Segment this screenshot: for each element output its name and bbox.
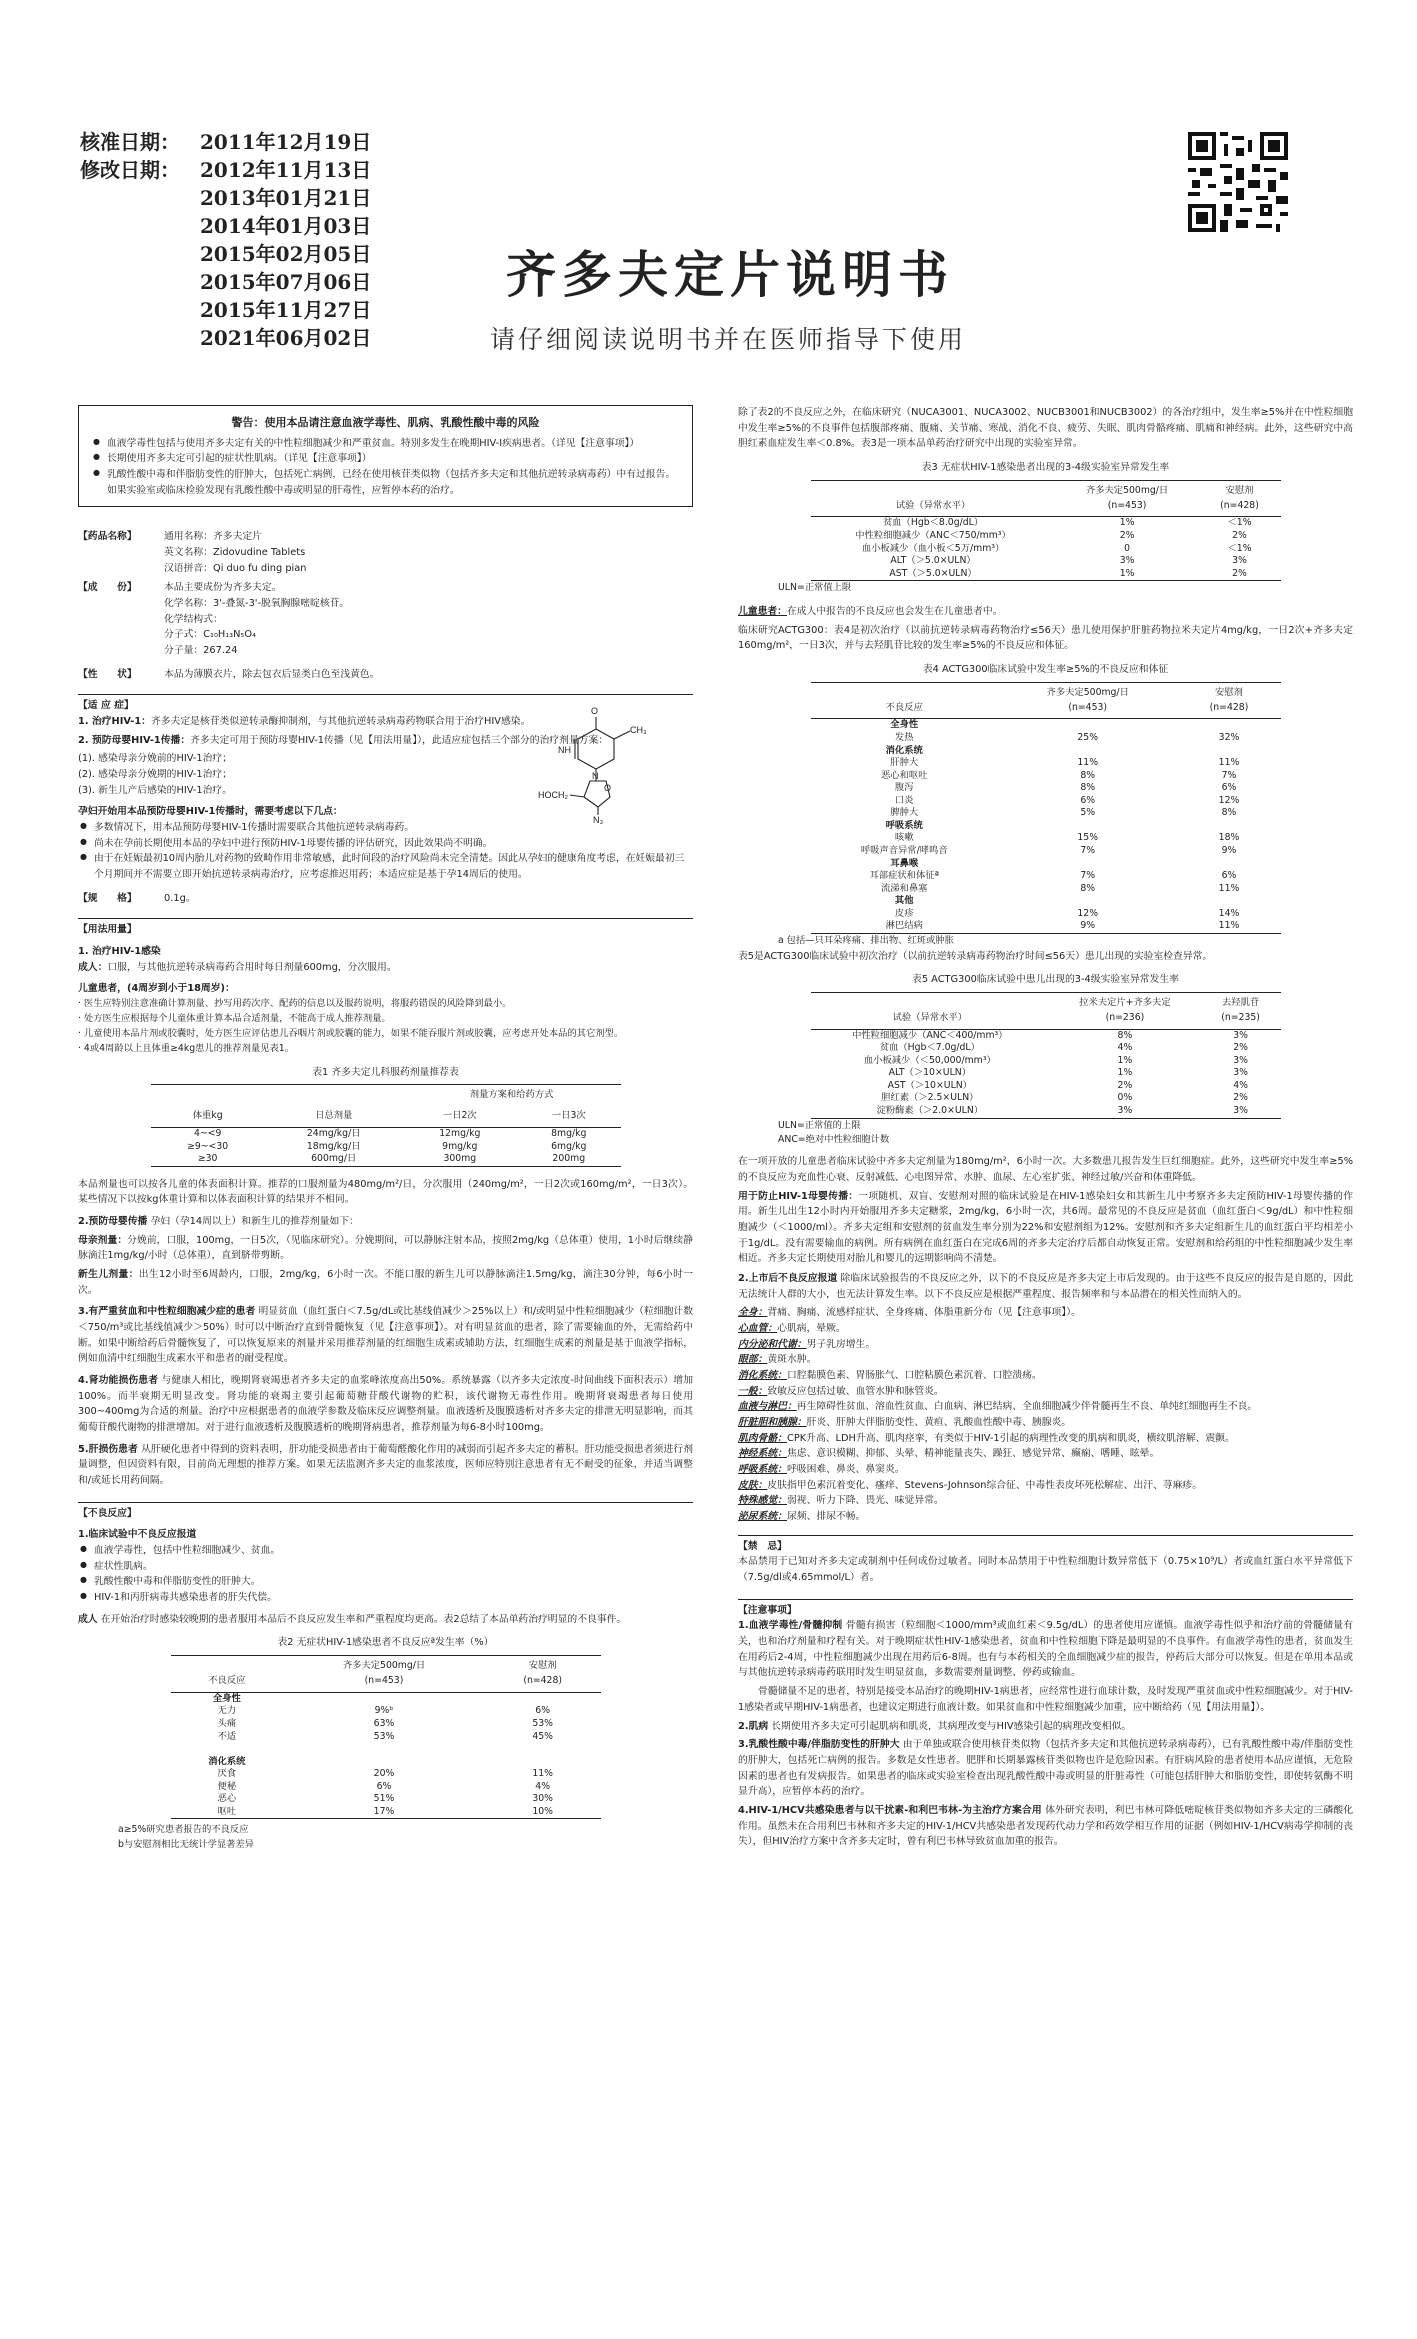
table-note: ANC=绝对中性粒细胞计数 xyxy=(778,1134,890,1146)
renal-title: 4.肾功能损伤患者 xyxy=(78,1375,159,1387)
precaution-4-title: 4.HIV-1/HCV共感染患者与以干扰素-和利巴韦林-为主治疗方案合用 xyxy=(738,1804,1042,1816)
table-header: 拉米夫定片+齐多夫定 (n=236) xyxy=(1049,993,1201,1030)
left-column xyxy=(78,405,693,1853)
table-row: 中性粒细胞减少（ANC＜400/mm³） 8% 3% xyxy=(852,1029,1248,1041)
warning-title: 警告：使用本品请注意血液学毒性、肌病、乳酸性酸中毒的风险 xyxy=(231,416,540,429)
child-adverse-label: 儿童患者： xyxy=(738,606,787,618)
table-row: 血小板减少（血小板＜5万/mm³） 0 ＜1% xyxy=(861,542,1252,554)
table-header: 齐多夫定500mg/日 (n=453) xyxy=(283,1656,485,1693)
table-row: 血小板减少（＜50,000/mm³） 1% 3% xyxy=(863,1054,1248,1066)
dosage-title: 【用法用量】 xyxy=(78,918,693,938)
table-row: AST（＞5.0×ULN） 1% 2% xyxy=(889,567,1247,579)
table-5-intro: 表5是ACTG300临床试验中初次治疗（以前抗逆转录病毒药物治疗时间≤56天）患儿出现的实验室检查异常。 xyxy=(738,950,1213,962)
table-row: 呕吐 17% 10% xyxy=(217,1805,553,1817)
drug-name-line: 英文名称：Zidovudine Tablets xyxy=(164,546,306,558)
postmarketing-text: 除临床试验报告的不良反应之外，以下的不良反应是齐多夫定上市后发现的。由于这些不良反应的报告是自愿的，因此无法统计人群的大小，也无法计算发生率。以下不良反应是根据严重程度、报告频率和与本品潜在的相关性而纳入的。 xyxy=(738,1273,1353,1300)
azide-label: N₃ xyxy=(593,815,604,825)
renal-text: 与健康人相比，晚期肾衰竭患者齐多夫定的血浆峰浓度高出50%。系统暴露（以齐多夫定浓度-时间曲线下面积表示）增加100%。而半衰期无明显改变。肾功能的衰竭主要引起葡萄糖苷酸代谢物的贮积，该代谢物无毒性作用。晚期肾衰竭患者每日使用300~400mg为合适的剂量。治疗中应根据患者的血液学参数及临床反应调整剂量。血液透析及腹膜透析对齐多夫定的排泄无明显影响，而其葡萄苷酸代谢物的排泄增加。对于进行血液透析及腹膜透析的晚期肾病患者，推荐剂量为每6-8小时100mg。 xyxy=(78,1375,693,1434)
document-subtitle: 请仔细阅读说明书并在医师指导下使用 xyxy=(489,325,966,354)
dosage-section-1: 1. 治疗HIV-1感染 xyxy=(78,946,161,958)
table-header: 齐多夫定500mg/日 (n=453) xyxy=(998,682,1178,719)
table-row: 淀粉酶素（＞2.0×ULN） 3% 3% xyxy=(876,1105,1248,1117)
prevention-text: 孕妇（孕14周以上）和新生儿的推荐剂量如下： xyxy=(150,1215,359,1227)
composition-line: 化学名称：3'-叠氮-3'-脱氧胸腺嘧啶核苷。 xyxy=(164,597,350,609)
adult-adverse-text: 在开始治疗时感染较晚期的患者服用本品后不良反应发生率和严重程度均更高。表2总结了本品单药治疗明显的不良事件。 xyxy=(100,1613,627,1625)
indication-2-text: 齐多夫定可用于预防母婴HIV-1传播（见【用法用量】），此适应症包括三个部分的治疗剂量方案： xyxy=(190,734,609,746)
indication-1-text: 齐多夫定是核苷类似逆转录酶抑制剂，与其他抗逆转录病毒药物联合用于治疗HIV感染。 xyxy=(150,716,531,727)
table-row: ALT（＞10×ULN） 1% 3% xyxy=(888,1067,1248,1079)
nh-label: NH xyxy=(558,745,571,756)
table-row: 全身性 xyxy=(890,719,919,731)
child-dosage-item: · 医生应特别注意准确计算剂量、抄写用药次序、配药的信息以及服药说明，将服药错误的风险降到最小。 xyxy=(78,998,512,1010)
warning-item: ● 长期使用齐多夫定可引起的症状性肌病。（详见【注意事项】） xyxy=(91,451,680,467)
adult-dosage-text: 口服，与其他抗逆转录病毒药合用时每日剂量600mg，分次服用。 xyxy=(107,961,397,973)
table-row: AST（＞10×ULN） 2% 4% xyxy=(887,1079,1248,1091)
adverse-item: ● HIV-1和丙肝病毒共感染患者的肝失代偿。 xyxy=(78,1590,693,1606)
table-row: 皮疹 12% 14% xyxy=(894,907,1240,919)
table-row: 厌食 20% 11% xyxy=(217,1768,553,1780)
table-row: 耳部症状和体征ª 7% 6% xyxy=(869,870,1237,882)
precaution-4-text: 体外研究表明，利巴韦林可降低嘧啶核苷类似物如齐多夫定的三磷酸化作用。虽然未在合用利巴韦林和齐多夫定的HIV-1/HCV共感染患者发现药代动力学和药效学相互作用的证据（例如HIV-1/HCV病毒学抑制的丧失），但HIV治疗方案中含齐多夫定时，曾有利巴韦林导致贫血加重的报告。 xyxy=(738,1804,1353,1848)
hepatic-title: 5.肝损伤患者 xyxy=(78,1443,138,1455)
table-row: 咳嗽 15% 18% xyxy=(894,832,1240,844)
table-note: ULN=正常值的上限 xyxy=(778,1119,861,1131)
table-1 xyxy=(151,1084,621,1166)
warning-item: ● 血液学毒性包括与使用齐多夫定有关的中性粒细胞减少和严重贫血。特别多发生在晚期HIV-I疾病患者。（详见【注意事项】） xyxy=(91,436,680,452)
composition-line: 本品主要成份为齐多夫定。 xyxy=(164,582,282,594)
table-2-caption: 表2 无症状HIV-1感染患者不良反应ª发生率（%） xyxy=(277,1637,494,1649)
pregnancy-considerations-title: 孕妇开始用本品预防母婴HIV-1传播时，需要考虑以下几点： xyxy=(78,806,343,818)
adverse-intro-text: 除了表2的不良反应之外，在临床研究（NUCA3001、NUCA3002、NUCB3001和NUCB3002）的各治疗组中，发生率≥5%并在中性粒细胞中发生率≥5%的不良事件包括腹部疼痛、腹痛、关节痛、寒战、消化不良、疲劳、失眠、肌肉骨骼疼痛、肌痛和神经病。此外，这些研究中高胆红素血症发生率＜0.8%。表3是一项本品单药治疗研究中出现的实验室异常。 xyxy=(738,407,1353,450)
table-row: 呼吸系统 xyxy=(885,819,923,831)
adverse-item: ● 症状性肌病。 xyxy=(78,1559,693,1575)
indication-1-title: 1. 治疗HIV-1： xyxy=(78,716,151,727)
revision-date-label: 修改日期： xyxy=(80,157,180,182)
table-header: 日总剂量 xyxy=(265,1085,403,1128)
table-row: 贫血（Hgb＜7.0g/dL） 4% 2% xyxy=(879,1042,1248,1054)
precautions-title: 【注意事项】 xyxy=(738,1599,1353,1619)
composition-line: 分子式：C₁₀H₁₃N₅O₄ xyxy=(164,629,256,641)
approval-date: 2011年12月19日 xyxy=(200,129,372,154)
actg300-text: 临床研究ACTG300：表4是初次治疗（以前抗逆转录病毒药物治疗≤56天）患儿使用保护肝脏药物拉米夫定片4mg/kg，一日2次+齐多夫定160mg/m²，一日3次，并与去羟肌苷比较的发生率≥5%的不良反应和体征。 xyxy=(738,624,1353,652)
table-row: 消化系统 xyxy=(208,1755,246,1767)
revision-date: 2015年07月06日 xyxy=(200,269,372,294)
anemia-text: 明显贫血（血红蛋白＜7.5g/dL或比基线值减少＞25%以上）和/或明显中性粒细胞减少（粒细胞计数＜750/m³或比基线值减少＞50%）时可以中断治疗直到骨髓恢复（见【注意事项】）。对有明显贫血的患者，除了需要输血的外，无需给药中断。如果中断给药后骨髓恢复了，可以恢复原来的剂量并采用推荐剂量的红细胞生成素或辅助方法，红细胞生成素的剂量是基于血液学指标，例如血清中红细胞生成素水平和患者的耐受程度。 xyxy=(78,1306,693,1365)
composition-key: 【成 份】 xyxy=(78,582,137,594)
child-dosage-title: 儿童患者，(4周岁到小于18周岁)： xyxy=(78,983,235,995)
pregnancy-item: ● 多数情况下，用本品预防母婴HIV-1传播时需要联合其他抗逆转录病毒药。 xyxy=(78,820,693,836)
table-row: 发热 25% 32% xyxy=(894,732,1240,744)
table-row: 流涕和鼻塞 8% 11% xyxy=(880,882,1240,894)
right-column xyxy=(738,405,1353,1853)
pregnancy-item: ● 尚未在孕前长期使用本品的孕妇中进行预防HIV-1母婴传播的评估研究，因此效果尚不明确。 xyxy=(78,836,693,852)
table-row: 淋巴结病 9% 11% xyxy=(885,920,1240,932)
child-dosage-item: · 处方医生应根据每个儿童体重计算本品合适剂量，不能高于成人推荐剂量。 xyxy=(78,1012,391,1024)
table-header: 安慰剂 (n=428) xyxy=(485,1656,601,1693)
table-header: 试验（异常水平） xyxy=(811,480,1056,517)
child-dosage-item: · 儿童使用本品片剂或胶囊时，处方医生应评估患儿吞咽片剂或胶囊的能力，如果不能吞服片剂或胶囊，应考虑开处本品的其它剂型。 xyxy=(78,1027,624,1039)
table-header: 齐多夫定500mg/日 (n=453) xyxy=(1056,480,1199,517)
precaution-3-text: 由于单独或联合使用核苷类似物（包括齐多夫定和其他抗逆转录病毒药），已有乳酸性酸中毒/伴脂肪变性的肝肿大，包括死亡病例的报告。多数是女性患者。肥胖和长期暴露核苷类似物也许是危险因素。有肝病风险的患者使用本品应谨慎，无危险因素的患者也有发病报告。如果患者的临床或实验室检查出现乳酸性酸中毒或明显的肝脏毒性（可能包括肝肿大和脂肪变性，即使转氨酶不明显升高），应暂停本药的治疗。 xyxy=(738,1739,1353,1798)
appearance-text: 本品为薄膜衣片，除去包衣后显类白色至浅黄色。 xyxy=(164,668,380,680)
table-row: 恶心和呕吐 8% 7% xyxy=(880,769,1237,781)
table-1-caption: 表1 齐多夫定儿科服药剂量推荐表 xyxy=(312,1066,459,1078)
revision-date: 2013年01月21日 xyxy=(200,185,372,210)
table-note: ULN=正常值上限 xyxy=(778,582,852,594)
adverse-section-1: 1.临床试验中不良反应报道 xyxy=(78,1529,197,1541)
drug-name-line: 汉语拼音：Qi duo fu ding pian xyxy=(164,562,307,574)
hoch2-label: HOCH₂ xyxy=(538,790,568,801)
table-header: 试验（异常水平） xyxy=(811,993,1050,1030)
contraindications-title: 【禁 忌】 xyxy=(738,1535,1353,1555)
revision-date: 2021年06月02日 xyxy=(200,325,372,350)
warning-item: ● 乳酸性酸中毒和伴脂肪变性的肝肿大，包括死亡病例，已经在使用核苷类似物（包括齐多夫定和其他抗逆转录病毒药）中有过报告。如果实验室或临床检验发现有乳酸性酸中毒或明显的肝毒性，应暂停本药的治疗。 xyxy=(91,467,680,498)
table-3-caption: 表3 无症状HIV-1感染患者出现的3-4级实验室异常发生率 xyxy=(921,462,1170,474)
table-header: 不良反应 xyxy=(171,1656,284,1693)
qr-code-icon xyxy=(1188,132,1288,232)
table-row: 消化系统 xyxy=(885,744,923,756)
table-row: 便秘 6% 4% xyxy=(217,1780,551,1792)
table-row: 贫血（Hgb＜8.0g/dL） 1% ＜1% xyxy=(882,517,1252,529)
open-trial-text: 在一项开放的儿童患者临床试验中齐多夫定剂量为180mg/m²，6小时一次。大多数患儿报告发生巨红细胞症。此外，这些研究中发生率≥5%的不良反应为充血性心衰、反射减低、心电图异常、水肿、血尿、左心室扩张、神经过敏/兴奋和体重降低。 xyxy=(738,1156,1353,1183)
n-label: N xyxy=(592,771,599,782)
dates-block xyxy=(80,128,380,352)
table-header: 体重kg xyxy=(151,1085,265,1128)
adult-adverse-label: 成人 xyxy=(78,1613,98,1625)
precaution-1-text-2: 骨髓储量不足的患者，特别是接受本品治疗的晚期HIV-1病患者，应经常性进行血球计数，及时发现严重贫血或中性粒细胞减少。对于HIV-1感染者或早期HIV-1病患者，也建议定期进行血液计数。如果贫血和中性粒细胞减少加重，应中断给药（见【用法用量】）。 xyxy=(738,1686,1353,1713)
table-row xyxy=(171,1743,601,1756)
table-row: 胆红素（＞2.5×ULN） 0% 2% xyxy=(881,1092,1248,1104)
table-row: 口炎 6% 12% xyxy=(894,794,1240,806)
table-header: 一日3次 xyxy=(517,1106,620,1127)
drug-name-key: 【药品名称】 xyxy=(78,531,137,543)
revision-date: 2015年02月05日 xyxy=(200,241,372,266)
mother-dose-label: 母亲剂量： xyxy=(78,1234,128,1246)
revision-date: 2012年11月13日 xyxy=(200,157,372,182)
precaution-2-title: 2.肌病 xyxy=(738,1720,769,1732)
bsa-dosage-text: 本品剂量也可以按各儿童的体表面积计算。推荐的口服剂量为480mg/m²/日，分次服用（240mg/m²，一日2次或160mg/m²，一日3次）。某些情况下以按kg体重计算和以体表面积计算的结果并不相同。 xyxy=(78,1178,693,1206)
drug-name-line: 通用名称：齐多夫定片 xyxy=(164,531,262,543)
table-header: 一日2次 xyxy=(403,1106,518,1127)
table-2 xyxy=(171,1655,601,1819)
table-5-caption: 表5 ACTG300临床试验中患儿出现的3-4级实验室异常发生率 xyxy=(912,974,1179,986)
indication-2-title: 2. 预防母婴HIV-1传播： xyxy=(78,734,191,746)
table-row: 无力 9%ᵇ 6% xyxy=(217,1705,551,1717)
table-3 xyxy=(811,480,1281,581)
table-row: 不适 53% 45% xyxy=(217,1730,553,1742)
table-row: ALT（＞5.0×ULN） 3% 3% xyxy=(890,555,1247,567)
table-4-caption: 表4 ACTG300临床试验中发生率≥5%的不良反应和体征 xyxy=(922,664,1169,676)
table-row: ≥9~<30 18mg/kg/日 9mg/kg 6mg/kg xyxy=(187,1140,587,1152)
table-header: 安慰剂 (n=428) xyxy=(1178,682,1281,719)
postmarketing-title: 2.上市后不良反应报道 xyxy=(738,1273,838,1285)
table-row: 头痛 63% 53% xyxy=(217,1717,553,1729)
table-header: 不良反应 xyxy=(811,682,998,719)
table-note: a 包括—只耳朵疼痛、排出物、红斑或肿胀 xyxy=(778,934,954,946)
table-note: a≥5%研究患者报告的不良反应 xyxy=(118,1824,249,1836)
prevent-transmission-label: 用于防止HIV-1母婴传播： xyxy=(738,1190,859,1202)
pregnancy-item: ● 由于在妊娠最初10周内胎儿对药物的致畸作用非常敏感，此时间段的治疗风险尚未完全清楚。因此从孕妇的健康角度考虑，在妊娠最初三个月期间并不需要立即开始抗逆转录病毒治疗，应考虑推迟用药；本适应症是基于孕14周后的使用。 xyxy=(78,851,693,882)
table-row: 腹泻 8% 6% xyxy=(894,782,1237,794)
spec-key: 【规 格】 xyxy=(78,892,137,904)
methyl-label: CH₃ xyxy=(630,725,647,736)
table-row: 耳鼻喉 xyxy=(890,857,919,869)
composition-line: 分子量：267.24 xyxy=(164,644,238,656)
system-list: 全身：背痛、胸痛、流感样症状、全身疼痛、体脂重新分布（见【注意事项】）。 心血管：心肌病，晕厥。 内分泌和代谢：男子乳房增生。 眼部：黄斑水肿。 消化系统：口腔黏膜色素、胃肠胀气、口腔粘膜色素沉着、口腔溃疡。 一般：致敏反应包括过敏、血管水肿和脉管炎。 血液与淋巴：再生障碍性贫血、溶血性贫血、白血病、淋巴结病、全血细胞减少伴骨髓再生不良、单纯红细胞再生不良。 肝脏胆和胰腺：肝炎、肝肿大伴脂肪变性、黄疸、乳酸血性酸中毒、胰腺炎。 肌肉骨骼：CPK升高、LDH升高、肌肉痉挛，有类似于HIV-1引起的病理性改变的肌病和肌炎，横纹肌溶解、震颤。 神经系统：焦虑、意识模糊、抑郁、头晕、精神能量丧失、躁狂、感觉异常、癫痫、嗜睡、眩晕。 呼吸系统：呼吸困难、鼻炎、鼻窦炎。 皮肤：皮肤指甲色素沉着变化、瘙痒、Stevens-Johnson综合征、中毒性表皮坏死松解症、出汗、荨麻疹。 特殊感觉：弱视、听力下降、畏光、味觉异常。 泌尿系统：尿频、排尿不畅。 xyxy=(738,1307,1258,1523)
table-row: 中性粒细胞减少（ANC＜750/mm³） 2% 2% xyxy=(855,529,1247,541)
regimen-item: (3). 新生儿产后感染的HIV-1治疗。 xyxy=(78,784,233,796)
indications-title: 【适 应 症】 xyxy=(78,694,693,714)
warning-box xyxy=(78,405,693,507)
table-row: 恶心 51% 30% xyxy=(217,1793,553,1805)
appearance-key: 【性 状】 xyxy=(78,668,137,680)
ring-o-label: O xyxy=(604,783,612,794)
child-adverse-text: 在成人中报告的不良反应也会发生在儿童患者中。 xyxy=(786,606,1003,618)
table-row: 全身性 xyxy=(212,1692,241,1704)
prevent-transmission-text: 一项随机、双盲、安慰剂对照的临床试验是在HIV-1感染妇女和其新生儿中考察齐多夫定预防HIV-1母婴传播的作用。新生儿出生12小时内开始服用齐多夫定糖浆，2mg/kg，6小时一次，共6周。最常见的不良反应是贫血（血红蛋白＜9g/dL）和中性粒细胞减少（＜1000/ml）。齐多夫定组和安慰剂的贫血发生率分别为22%和安慰剂组为12%。安慰剂和齐多夫定组新生儿的血红蛋白平均相差小于1g/dL。没有需要输血的病例。所有病例在血红蛋白在完成6周的齐多夫定治疗后都自动恢复正常。安慰剂和给药组的中性粒细胞减少发生率相近。齐多夫定长期使用对胎儿和婴儿的远期影响尚不清楚。 xyxy=(738,1190,1353,1265)
table-row: 呼吸声音异常/哮鸣音 7% 9% xyxy=(860,844,1237,856)
table-header: 安慰剂 (n=428) xyxy=(1199,480,1281,517)
newborn-dose-label: 新生儿剂量： xyxy=(78,1269,139,1280)
adult-label: 成人： xyxy=(78,961,108,973)
table-header: 剂量方案和给药方式 xyxy=(469,1089,554,1101)
table-5 xyxy=(811,992,1281,1119)
table-row: 其他 xyxy=(894,895,914,907)
table-row: 脾肿大 5% 8% xyxy=(890,807,1237,819)
contraindications-text: 本品禁用于已知对齐多夫定或制剂中任何成份过敏者。同时本品禁用于中性粒细胞计数异常低下（0.75×10⁹/L）者或血红蛋白水平异常低下（7.5g/dl或4.65mmol/L）者。 xyxy=(738,1556,1353,1584)
composition-line: 化学结构式： xyxy=(164,613,223,625)
spec-text: 0.1g。 xyxy=(164,892,196,904)
document-title: 齐多夫定片说明书 xyxy=(506,246,954,304)
regimen-item: (1). 感染母亲分娩前的HIV-1治疗； xyxy=(78,753,233,765)
chemical-structure-diagram xyxy=(518,699,668,824)
anemia-title: 3.有严重贫血和中性粒细胞减少症的患者 xyxy=(78,1306,256,1318)
table-row: 肝肿大 11% 11% xyxy=(890,757,1240,769)
newborn-dose-text: 出生12小时至6周龄内，口服，2mg/kg，6小时一次。不能口服的新生儿可以静脉滴注1.5mg/kg，滴注30分钟，每6小时一次。 xyxy=(78,1269,693,1296)
table-4 xyxy=(811,682,1281,934)
approval-date-label: 核准日期： xyxy=(80,129,180,154)
precaution-1-text: 骨髓有损害（粒细胞＜1000/mm³或血红素＜9.5g/dL）的患者使用应谨慎。血液学毒性似乎和治疗前的骨髓储量有关，也和治疗剂量和疗程有关。对于晚期症状性HIV-1感染患者，贫血和中性粒细胞下降是最明显的不良事件。有血液学毒性的患者，贫血发生在用药后2-4周，中性粒细胞减少出现在用药后6-8周。也有与本药相关的全血细胞减少症的报告，停药后大部分可以恢复。但是在单用本品或与其他抗逆转录病毒药联用时发生明显贫血，多数需要剂量调整、停药或输血。 xyxy=(738,1620,1353,1679)
precaution-2-text: 长期使用齐多夫定可引起肌病和肌炎，其病理改变与HIV感染引起的病理改变相似。 xyxy=(771,1720,1132,1732)
carbonyl-o-label: O xyxy=(591,706,599,717)
table-row: 4~<9 24mg/kg/日 12mg/kg 8mg/kg xyxy=(193,1128,587,1139)
mother-dose-text: 分娩前，口服，100mg，一日5次，（见临床研究）。分娩期间，可以静脉注射本品，按照2mg/kg（总体重）使用，1小时后继续静脉滴注1mg/kg/小时（总体重），直到脐带剪断。 xyxy=(78,1234,693,1262)
child-dosage-item: · 4或4周龄以上且体重≥4kg患儿的推荐剂量见表1。 xyxy=(78,1042,294,1054)
precaution-1-title: 1.血液学毒性/骨髓抑制 xyxy=(738,1620,843,1632)
revision-date: 2015年11月27日 xyxy=(200,297,372,322)
table-note: b与安慰剂相比无统计学显著差异 xyxy=(118,1839,255,1851)
adverse-title: 【不良反应】 xyxy=(78,1502,693,1522)
revision-date: 2014年01月03日 xyxy=(200,213,372,238)
precaution-3-title: 3.乳酸性酸中毒/伴脂肪变性的肝肿大 xyxy=(738,1739,900,1751)
hepatic-text: 从肝硬化患者中得到的资料表明，肝功能受损患者由于葡萄醛酸化作用的减弱而引起齐多夫定的蓄积。肝功能受损患者须进行剂量调整，但因资料有限，目前尚无理想的推荐方案。如果无法监测齐多夫定的血浆浓度，医师应特别注意患者有无不耐受的征象，并适当调整和/或延长用药间隔。 xyxy=(78,1443,694,1487)
prevention-title: 2.预防母婴传播 xyxy=(78,1215,148,1227)
table-row: ≥30 600mg/日 300mg 200mg xyxy=(197,1153,586,1165)
adverse-item: ● 血液学毒性，包括中性粒细胞减少、贫血。 xyxy=(78,1543,693,1559)
table-header: 去羟肌苷 (n=235) xyxy=(1201,993,1281,1030)
adverse-item: ● 乳酸性酸中毒和伴脂肪变性的肝肿大。 xyxy=(78,1574,693,1590)
regimen-item: (2). 感染母亲分娩期的HIV-1治疗； xyxy=(78,769,233,781)
